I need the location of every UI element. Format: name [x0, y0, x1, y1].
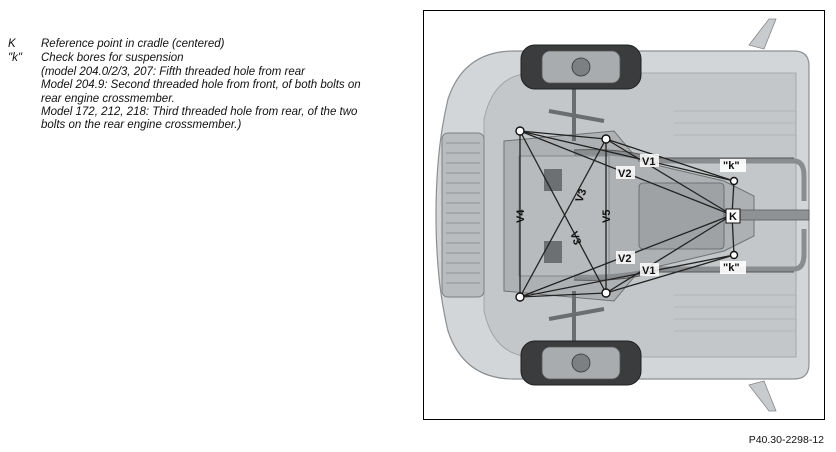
body-fin-bottom — [749, 381, 776, 411]
label-v3-top: V3 — [573, 187, 590, 205]
legend-line: (model 204.0/2/3, 207: Fifth threaded hole from rear — [41, 65, 306, 78]
bracket-bottom — [544, 241, 562, 263]
label-k-bore-bottom: "k" — [723, 262, 740, 274]
tire-top — [521, 45, 641, 89]
legend-line: rear engine crossmember. — [41, 92, 175, 105]
legend-text — [41, 38, 408, 51]
label-k-reference: K — [729, 211, 737, 223]
legend-text — [41, 52, 408, 132]
point-mid-top — [602, 135, 610, 143]
point-mid-bottom — [602, 289, 610, 297]
point-front-top — [516, 127, 524, 135]
underbody-svg — [424, 11, 824, 419]
legend-line: bolts on the rear engine crossmember.) — [41, 119, 242, 132]
legend-key: K — [8, 38, 16, 50]
legend-row-check-bores — [8, 52, 408, 132]
transmission — [639, 183, 724, 249]
label-v2-bottom: V2 — [618, 253, 632, 265]
point-front-bottom — [516, 293, 524, 301]
point-k-bottom — [731, 252, 738, 259]
legend — [8, 38, 408, 134]
legend-row-k — [8, 38, 408, 51]
label-v2-top: V2 — [618, 168, 632, 180]
legend-line: Check bores for suspension — [41, 52, 184, 65]
label-v3-bottom: V3 — [567, 229, 584, 247]
figure-code: P40.30-2298-12 — [748, 434, 824, 446]
underbody-diagram — [423, 10, 825, 420]
tire-bottom — [521, 341, 641, 385]
body-fin-top — [749, 19, 776, 49]
legend-line: Reference point in cradle (centered) — [41, 38, 225, 50]
label-v5: V5 — [601, 209, 613, 223]
label-k-bore-top: "k" — [723, 160, 740, 172]
label-v4: V4 — [515, 209, 527, 223]
radiator — [442, 133, 484, 297]
point-k-top — [731, 178, 738, 185]
legend-line: Model 172, 212, 218: Third threaded hole from rear, of the two — [41, 106, 358, 119]
label-v1-top: V1 — [642, 156, 656, 168]
legend-key: "k" — [8, 52, 22, 65]
label-v1-bottom: V1 — [642, 265, 656, 277]
legend-line: Model 204.9: Second threaded hole from front, of both bolts on — [41, 79, 361, 92]
